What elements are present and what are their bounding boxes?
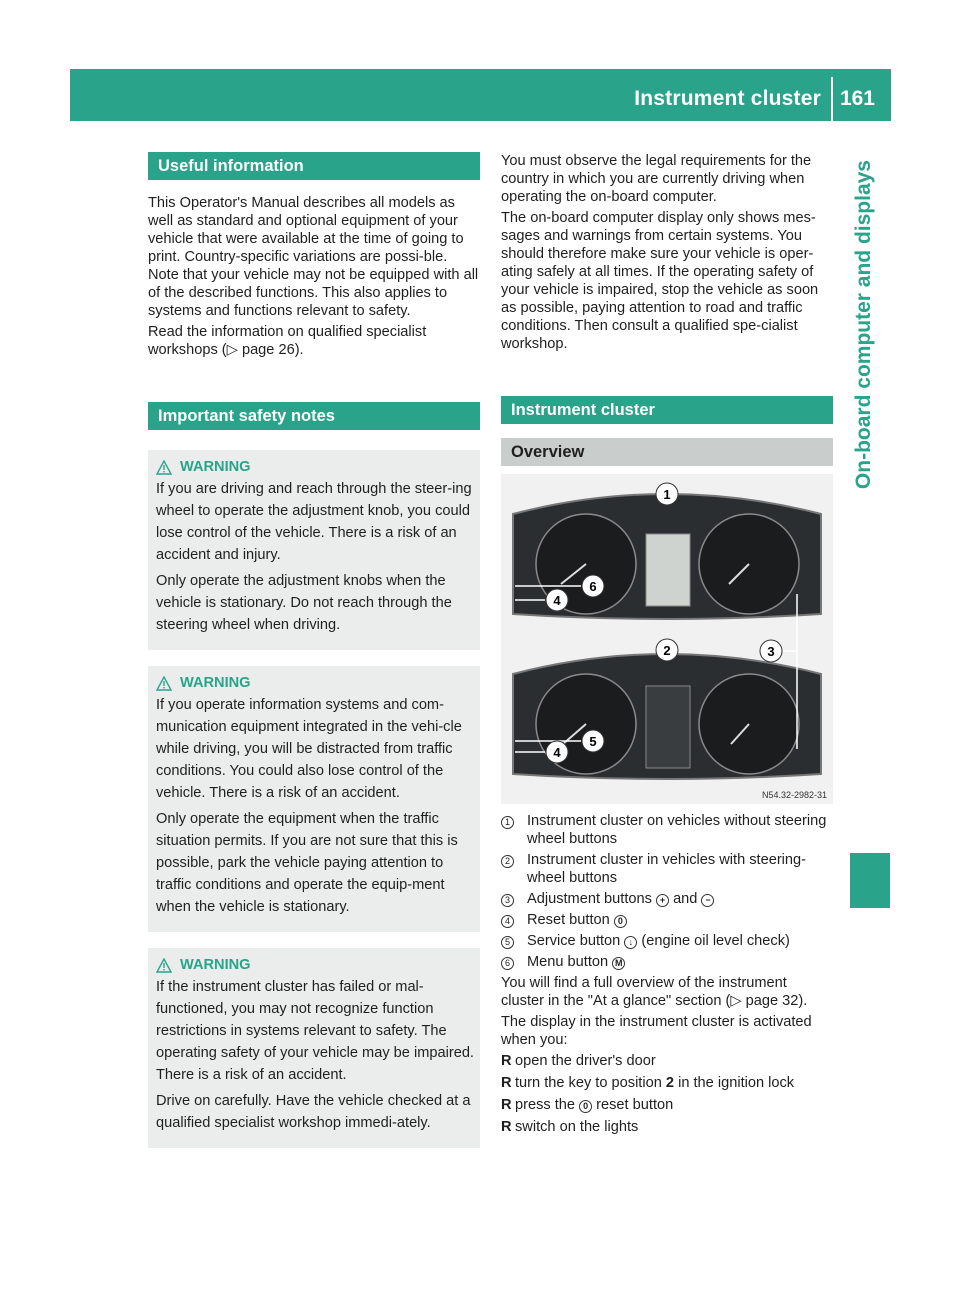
legend-text: Service button bbox=[527, 933, 621, 949]
legend-text: Menu button bbox=[527, 954, 609, 970]
bullet-mark: R bbox=[501, 1053, 512, 1069]
legend-item bbox=[501, 932, 833, 950]
side-tab-block bbox=[850, 853, 890, 908]
warning-triangle-icon bbox=[156, 460, 172, 475]
warning-label: WARNING bbox=[180, 957, 251, 973]
bullet-item bbox=[501, 1096, 833, 1114]
page-number: 161 bbox=[839, 87, 875, 110]
intro-paragraph-2: The on-board computer display only shows mes-sages and warnings from certain systems. You should therefore make sure your vehicle is oper-ating safely at all times. If the operating safety of your vehicle is impaired, stop the vehicle as soon as possible, paying attention to road and traffic conditions. Then consult a qualified spe-cialist workshop. bbox=[501, 210, 819, 352]
warning-box-1 bbox=[148, 450, 480, 650]
intro-paragraph-1: You must observe the legal requirements for the country in which you are currently driving when operating the on-board computer. bbox=[501, 153, 812, 205]
reset-button-icon: 0 bbox=[614, 915, 627, 928]
section-title-safety: Important safety notes bbox=[148, 402, 480, 430]
callout-3: 3 bbox=[767, 644, 775, 659]
callout-6: 6 bbox=[589, 579, 597, 594]
bullet-mark: R bbox=[501, 1097, 512, 1113]
instrument-cluster-figure bbox=[501, 474, 833, 804]
legend-number: 1 bbox=[501, 816, 514, 829]
menu-button-icon: M bbox=[612, 957, 625, 970]
warning-text: If the instrument cluster has failed or mal-functioned, you may not recognize function restrictions in systems relevant to safety. The operating safety of your vehicle may be impaired. There is a risk of an accident. bbox=[156, 979, 474, 1083]
warning-text: Only operate the adjustment knobs when the vehicle is stationary. Do not reach through the steering wheel when driving. bbox=[156, 573, 452, 633]
legend-text: and bbox=[673, 891, 698, 907]
section-title-useful: Useful information bbox=[148, 152, 480, 180]
callout-4b: 4 bbox=[553, 745, 561, 760]
legend-number: 2 bbox=[501, 855, 514, 868]
service-button-icon: ↓ bbox=[624, 936, 637, 949]
activation-intro: The display in the instrument cluster is activated when you: bbox=[501, 1014, 812, 1048]
legend-text: Instrument cluster on vehicles without steering wheel buttons bbox=[527, 813, 827, 847]
instrument-cluster-illustration bbox=[501, 474, 833, 804]
warning-triangle-icon bbox=[156, 676, 172, 691]
section-title-instrument-cluster: Instrument cluster bbox=[501, 396, 833, 424]
header-title: Instrument cluster bbox=[634, 87, 821, 110]
bullet-text: reset button bbox=[596, 1097, 674, 1113]
legend-text: (engine oil level check) bbox=[641, 933, 790, 949]
overview-reference: You will find a full overview of the instrument cluster in the "At a glance" section (▷ page 32). bbox=[501, 975, 808, 1009]
bullet-text: in the ignition lock bbox=[678, 1075, 795, 1091]
legend-item bbox=[501, 890, 833, 908]
useful-paragraph-2: Read the information on qualified specialist workshops (▷ page 26). bbox=[148, 324, 427, 358]
legend-number: 5 bbox=[501, 936, 514, 949]
bullet-item bbox=[501, 1074, 833, 1092]
left-column bbox=[148, 152, 480, 1160]
side-tab-label: On-board computer and displays bbox=[852, 160, 875, 490]
bullet-text: open the driver's door bbox=[515, 1053, 656, 1069]
useful-paragraph-1: This Operator's Manual describes all models as well as standard and optional equipment of your vehicle that were available at the time of going to print. Country-specific variations are possi-ble. Note that your vehicle may not be equipped with all of the described functions. This also applies to systems and functions relevant to safety. bbox=[148, 195, 479, 319]
legend-text: Instrument cluster in vehicles with steering-wheel buttons bbox=[527, 852, 807, 886]
subsection-title-overview: Overview bbox=[501, 438, 833, 466]
warning-box-2 bbox=[148, 666, 480, 932]
warning-label: WARNING bbox=[180, 675, 251, 691]
minus-button-icon: − bbox=[701, 894, 714, 907]
legend-item bbox=[501, 953, 833, 971]
legend-text: Adjustment buttons bbox=[527, 891, 652, 907]
warning-label: WARNING bbox=[180, 459, 251, 475]
bullet-text: turn the key to position bbox=[515, 1075, 662, 1091]
warning-text: If you are driving and reach through the steer-ing wheel to operate the adjustment knob, you could lose control of the vehicle. There is a risk of an accident and injury. bbox=[156, 481, 472, 563]
callout-5: 5 bbox=[589, 734, 597, 749]
right-column bbox=[501, 152, 833, 1140]
warning-box-3 bbox=[148, 948, 480, 1148]
callout-2: 2 bbox=[663, 643, 671, 658]
warning-heading bbox=[156, 954, 474, 976]
bullet-text: switch on the lights bbox=[515, 1119, 639, 1135]
warning-text: If you operate information systems and com-munication equipment integrated in the vehi-cle while driving, you will be distracted from traffic conditions. You could also lose control of the vehicle. There is a risk of an accident. bbox=[156, 697, 462, 801]
legend-text: Reset button bbox=[527, 912, 610, 928]
legend-number: 6 bbox=[501, 957, 514, 970]
legend-item bbox=[501, 911, 833, 929]
plus-button-icon: + bbox=[656, 894, 669, 907]
bullet-mark: R bbox=[501, 1119, 512, 1135]
legend-item bbox=[501, 851, 833, 887]
reset-button-icon: 0 bbox=[579, 1100, 592, 1113]
bullet-item bbox=[501, 1052, 833, 1070]
header-divider bbox=[831, 77, 833, 121]
warning-text: Only operate the equipment when the traffic situation permits. If you are not sure that this is possible, park the vehicle paying attention to traffic conditions and operate the equip-ment when the vehicle is stationary. bbox=[156, 811, 458, 915]
figure-code: N54.32-2982-31 bbox=[761, 790, 827, 800]
bullet-bold-value: 2 bbox=[665, 1075, 675, 1091]
bullet-mark: R bbox=[501, 1075, 512, 1091]
bullet-text: press the bbox=[515, 1097, 576, 1113]
warning-triangle-icon bbox=[156, 958, 172, 973]
warning-text: Drive on carefully. Have the vehicle checked at a qualified specialist workshop immedi-ately. bbox=[156, 1093, 471, 1131]
page-header bbox=[70, 69, 891, 121]
warning-heading bbox=[156, 672, 474, 694]
legend-item bbox=[501, 812, 833, 848]
callout-1: 1 bbox=[663, 487, 671, 502]
bullet-item bbox=[501, 1118, 833, 1136]
legend-number: 3 bbox=[501, 894, 514, 907]
callout-4: 4 bbox=[553, 593, 561, 608]
legend-number: 4 bbox=[501, 915, 514, 928]
warning-heading bbox=[156, 456, 474, 478]
